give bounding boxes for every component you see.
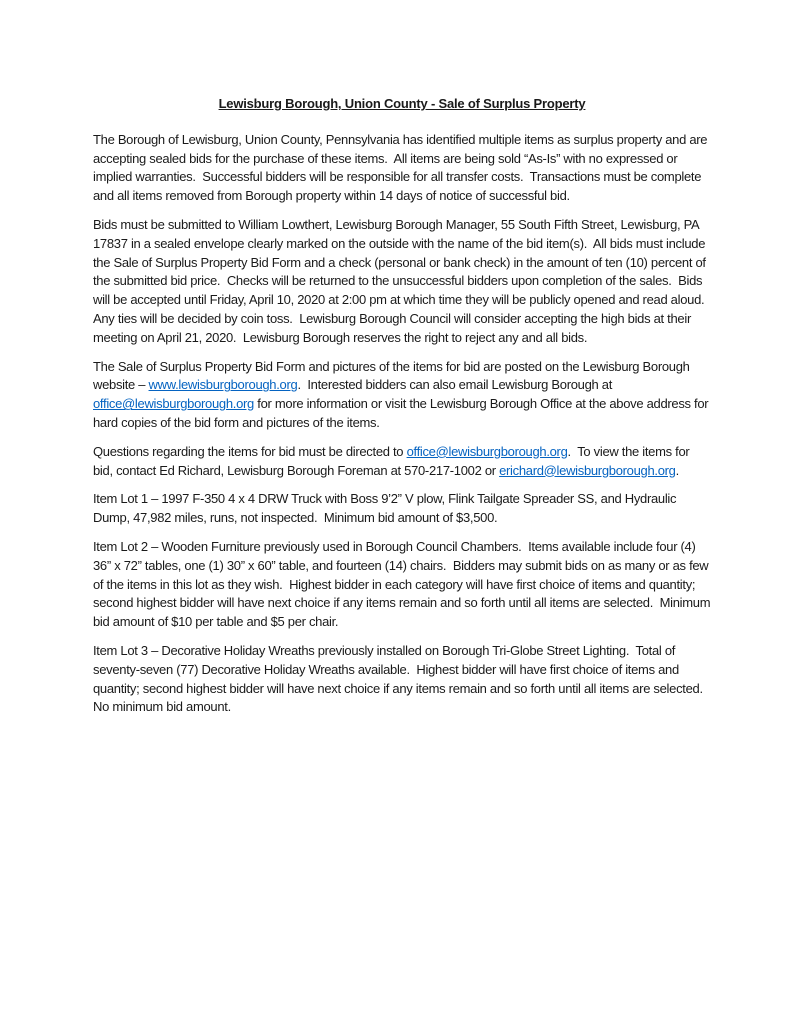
text-run: Item Lot 1 – 1997 F-350 4 x 4 DRW Truck with Boss 9’2” V plow, Flink Tailgate Spreader SS, and Hydraulic Dump, 47,982 miles, runs, not inspected. Minimum bid amount of $3,500. — [93, 491, 680, 526]
paragraph — [93, 131, 711, 206]
paragraph — [93, 443, 711, 481]
link-borough-website[interactable]: www.lewisburgborough.org — [148, 377, 298, 393]
paragraphs — [93, 131, 714, 717]
link-office-email[interactable]: office@lewisburgborough.org — [93, 396, 254, 412]
text-run: The Sale of Surplus Property Bid Form and pictures of the items for bid are posted on the Lewisburg Borough website – — [93, 358, 693, 393]
text-run: Questions regarding the items for bid must be directed to — [93, 443, 407, 459]
link-erichard-email[interactable]: erichard@lewisburgborough.org — [499, 462, 676, 478]
document-title: Lewisburg Borough, Union County - Sale of Surplus Property — [218, 96, 586, 111]
paragraph — [93, 358, 711, 433]
text-run: . Interested bidders can also email Lewisburg Borough at — [297, 377, 616, 393]
text-run: Bids must be submitted to William Lowthert, Lewisburg Borough Manager, 55 South Fifth Street, Lewisburg, PA 17837 in a sealed envelope clearly marked on the outside with the name of the bid item(s). All bids must include the Sale of Surplus Property Bid Form and a check (personal or bank check) in the amount of ten (10) percent of the submitted bid price. Checks will be returned to the unsuccessful bidders upon completion of the sales. Bids will be accepted until Friday, April 10, 2020 at 2:00 pm at which time they will be publicly opened and read aloud. Any ties will be decided by coin toss. Lewisburg Borough Council will consider accepting the high bids at their meeting on April 21, 2020. Lewisburg Borough reserves the right to reject any and all bids. — [93, 216, 711, 345]
link-office-email-2[interactable]: office@lewisburgborough.org — [406, 443, 568, 459]
text-run: . — [675, 462, 679, 478]
text-run: The Borough of Lewisburg, Union County, Pennsylvania has identified multiple items as surplus property and are accepting sealed bids for the purchase of these items. All items are being sold “As-Is” with no expressed or implied warranties. Successful bidders will be responsible for all transfer costs. Transactions must be complete and all items removed from Borough property within 14 days of notice of successful bid. — [93, 131, 711, 204]
text-run: for more information or visit the Lewisburg Borough Office at the above address for hard copies of the bid form and pictures of the items. — [93, 396, 712, 430]
paragraph — [93, 216, 711, 348]
text-run: Item Lot 2 – Wooden Furniture previously used in Borough Council Chambers. Items available include four (4) 36” x 72” tables, one (1) 30” x 60” table, and fourteen (14) chairs. Bidders may submit bids on as many or as few of the items in this lot as they wish. Highest bidder in each category will have first choice of items and quantity; second highest bidder will have next choice if any items remain and so forth until all items are selected. Minimum bid amount of $10 per table and $5 per chair. — [93, 538, 714, 630]
paragraph — [93, 538, 714, 632]
text-run: Item Lot 3 – Decorative Holiday Wreaths previously installed on Borough Tri-Globe Street Lighting. Total of seventy-seven (77) Decorative Holiday Wreaths available. Highest bidder will have first choice of items and quantity; second highest bidder will have next choice if any items remain and so forth until all items are selected. No minimum bid amount. — [93, 642, 710, 715]
text-run: . To view the items for bid, contact Ed Richard, Lewisburg Borough Foreman at 570-217-1002 or — [93, 443, 693, 478]
document-content — [93, 95, 714, 727]
paragraph — [93, 642, 711, 717]
paragraph — [93, 490, 711, 528]
